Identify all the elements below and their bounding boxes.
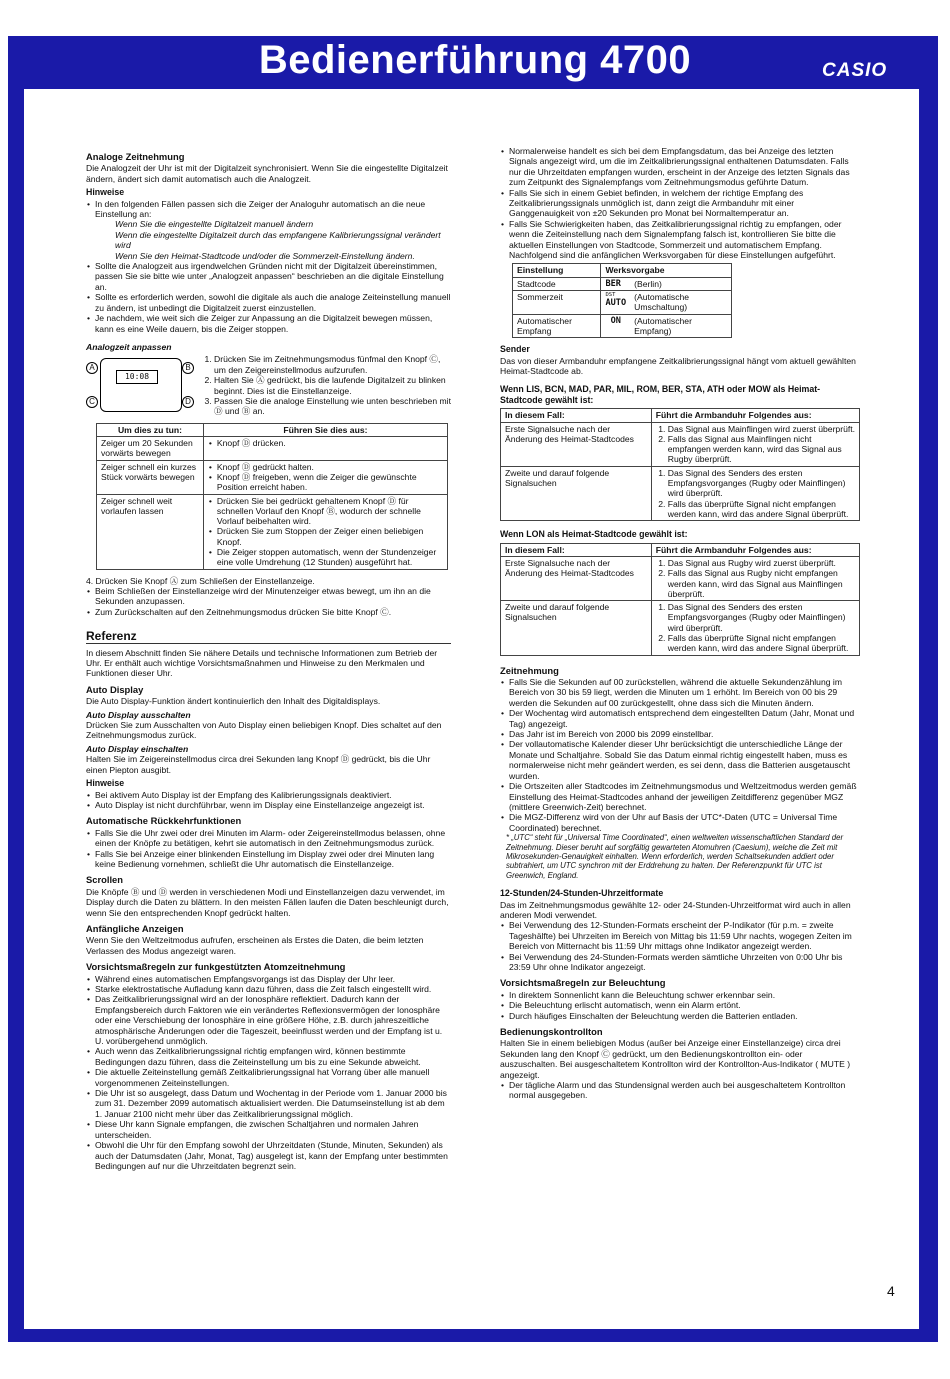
paragraph: Das im Zeitnehmungsmodus gewählte 12- oder 24-Stunden-Uhrzeitformat wird auch in allen anderen Modi verwendet. (500, 899, 851, 920)
list-item: • In direktem Sonnenlicht kann die Beleuchtung schwer erkennbar sein. (509, 990, 860, 1000)
section-heading: Auto Display (86, 683, 144, 695)
list-item: • Beim Schließen der Einstellanzeige wird der Minutenzeiger etwas bewegt, um ihn an die Sekunden anzupassen. (95, 586, 451, 607)
table-row (513, 277, 732, 290)
numbered-steps (200, 354, 451, 416)
paragraph: Die Auto Display-Funktion ändert kontinuierlich den Inhalt des Digitaldisplays. (86, 696, 381, 707)
bullet-list (500, 1080, 860, 1101)
bullet-list (500, 146, 860, 260)
paragraph: Halten Sie im Zeigereinstellmodus circa drei Sekunden lang Knopf Ⓓ gedrückt, bis die Uhr einen Piepton ausgibt. (86, 754, 431, 775)
table-header: Führt die Armbanduhr Folgendes aus: (651, 543, 859, 556)
list-item: • Falls Sie die Uhr zwei oder drei Minuten im Alarm- oder Zeigereinstellmodus belassen, ohne einen der Knöpfe zu betätigen, kehrt sie automatisch in den Zeitnehmungsmodus zurück. (95, 828, 451, 849)
footnote: * „UTC“ steht für „Universal Time Coordinated“, einen weltweiten wissenschaftlichen Standard der Zeitnehmung. Dieser beruht auf sorgfältig gewarteten Atomuhren (Caesium), welche die Zeit mit Mikrosekunden-Genauigkeit einhalten. Wenn erforderlich, werden Schaltsekunden addiert oder subtrahiert, um UTC synchron mit der Erddrehung zu halten. Der Referenzpunkt für UTC ist Greenwich, England. (506, 833, 844, 880)
table-row (513, 314, 732, 338)
subheading: Analogzeit anpassen (86, 341, 172, 352)
list-item: • Je nachdem, wie weit sich die Zeiger zur Anpassung an die Digitalzeit bewegen müssen, kann es eine Weile dauern, bis die Zeiger stoppen. (95, 313, 451, 334)
table-row (501, 556, 860, 600)
indented-note: Wenn die eingestellte Digitalzeit durch das empfangene Kalibrierungssignal verändert wird (115, 229, 441, 251)
subheading: Auto Display ausschalten (86, 709, 191, 720)
table-row (501, 422, 860, 466)
lcd-text: AUTO (605, 298, 627, 309)
list-item: • In den folgenden Fällen passen sich die Zeiger der Analoguhr automatisch an die neue Einstellung an: Wenn Sie die eingestellte Digitalzeit manuell ändern Wenn die eingestellte Digitalzeit durch das empfangene Kalibrierungssignal verändert wird Wenn Sie den Heimat-Stadtcode und/oder die Sommerzeit-Einstellung ändern. (95, 199, 451, 261)
button-d-label: D (182, 396, 194, 408)
left-column (86, 146, 451, 1171)
page-title: Bedienerführung 4700 (258, 38, 692, 82)
step: 4. Drücken Sie Knopf Ⓐ zum Schließen der Einstellanzeige. (86, 575, 315, 586)
list-item: • Obwohl die Uhr für den Empfang sowohl der Uhrzeitdaten (Stunde, Minuten, Sekunden) als auch der Datumsdaten (Jahr, Monat, Tag) ausgelegt ist, kann der Empfang unter bestimmten Bedingungen auf nur die Uhrzeitdaten begrenzt sein. (95, 1140, 451, 1171)
table-row (513, 291, 732, 315)
section-heading: Bedienungskontrollton (500, 1026, 603, 1038)
table-cell: 1. Das Signal aus Rugby wird zuerst überprüft. 2. Falls das Signal aus Rugby nicht empfangen werden kann, wird das Signal aus Mainflingen überprüft. (651, 556, 859, 600)
table-cell: Zeiger schnell weit vorlaufen lassen (97, 494, 204, 569)
paragraph: Halten Sie in einem beliebigen Modus (außer bei Anzeige einer Einstellanzeige) circa drei Sekunden lang den Knopf Ⓒ gedrückt, um den Bedienungskontrollton ein- oder auszuschalten. Bei ausgeschaltetem Kontrollton wird der Kontrollton-Aus-Indikator ( MUTE ) angezeigt. (500, 1038, 851, 1080)
table-cell: (Automatische Umschaltung) (630, 291, 731, 315)
table-cell: Automatischer Empfang (513, 314, 601, 338)
button-a-label: A (86, 362, 98, 374)
factory-settings-table (512, 263, 732, 338)
watch-figure-row (86, 354, 451, 416)
list-item: • Die Uhr ist so ausgelegt, dass Datum und Wochentag in der Periode vom 1. Januar 2000 bis zum 31. Dezember 2099 automatisch aktualisiert werden. Die Datumseinstellung ist ab dem 1. Januar 2100 nicht mehr über das Zeitkalibrierungssignal möglich. (95, 1088, 451, 1119)
page-number: 4 (887, 1283, 895, 1299)
table-row (501, 601, 860, 655)
section-heading: Vorsichtsmaßregeln zur Beleuchtung (500, 977, 666, 989)
table-row (97, 494, 448, 569)
list-item: • Durch häufiges Einschalten der Beleuchtung werden die Batterien entladen. (509, 1011, 860, 1021)
table-row (97, 460, 448, 494)
section-heading: Anfängliche Anzeigen (86, 922, 184, 934)
bullet-list (86, 586, 451, 617)
table-cell: Erste Signalsuche nach der Änderung des Heimat-Stadtcodes (501, 422, 652, 466)
bullet-list (500, 920, 860, 972)
list-item: • Sollte es erforderlich werden, sowohl die digitale als auch die analoge Zeiteinstellung manuell zu ändern, ist unbedingt die Digitalzeit zuerst einzustellen. (95, 292, 451, 313)
casio-logo: CASIO (822, 60, 888, 81)
watch-lcd: 10:08 (116, 370, 158, 384)
table-cell: Sommerzeit (513, 291, 601, 315)
table-header: Einstellung (513, 264, 601, 277)
subheading: Hinweise (86, 187, 125, 198)
list-item: • Die aktuelle Zeiteinstellung gemäß Zeitkalibrierungssignal hat Vorrang über alle manuell vorgenommenen Zeiteinstellungen. (95, 1067, 451, 1088)
step: 3. Passen Sie die analoge Einstellung wie unten beschrieben mit Ⓓ und Ⓑ an. (214, 396, 451, 417)
list-item: • Der tägliche Alarm und das Stundensignal werden auch bei ausgeschaltetem Kontrollton normal ausgegeben. (509, 1080, 860, 1101)
section-heading: Scrollen (86, 874, 123, 886)
paragraph: In diesem Abschnitt finden Sie nähere Details und technische Informationen zum Betrieb der Uhr. Er enthält auch wichtige Vorsichtsmaßnahmen und Hinweise zu den Merkmalen und Funktionen dieser Uhr. (86, 647, 438, 679)
table-cell: Erste Signalsuche nach der Änderung des Heimat-Stadtcodes (501, 556, 652, 600)
list-item: • Falls Sie bei Anzeige einer blinkenden Einstellung im Display zwei oder drei Minuten lang keine Bedienung vornehmen, schließt die Uhr automatisch die Einstellanzeige. (95, 849, 451, 870)
list-item: • Diese Uhr kann Signale empfangen, die zwischen Schaltjahren und normalen Jahren unterscheiden. (95, 1119, 451, 1140)
list-item: • Auch wenn das Zeitkalibrierungssignal richtig empfangen wird, können bestimmte Bedingungen dazu führen, dass die Zeiteinstellung um bis zu eine Sekunde abweicht. (95, 1046, 451, 1067)
list-item: • Zum Zurückschalten auf den Zeitnehmungsmodus drücken Sie bitte Knopf Ⓒ. (95, 607, 451, 617)
section-heading-referenz: Referenz (86, 631, 451, 643)
list-item: • Bei aktivem Auto Display ist der Empfang des Kalibrierungssignals deaktiviert. (95, 790, 451, 800)
bullet-list (500, 990, 860, 1021)
subheading: Auto Display einschalten (86, 743, 189, 754)
list-item: • Sollte die Analogzeit aus irgendwelchen Gründen nicht mit der Digitalzeit übereinstimmen, passen Sie sie bitte wie unter „Analogzeit anpassen“ beschrieben an die digitale Einstellung an. (95, 261, 451, 292)
table-header: In diesem Fall: (501, 409, 652, 422)
list-item: • Falls Sie die Sekunden auf 00 zurückstellen, während die aktuelle Sekundenzählung im Bereich von 30 bis 59 liegt, werden die Minuten um 1 erhöht. Im Bereich von 00 bis 29 werden die Sekunden auf 00 zurückgestellt, ohne dass sich die Minuten ändern. (509, 677, 860, 708)
table-cell: • Knopf Ⓓ drücken. (203, 437, 447, 461)
list-item: • Das Zeitkalibrierungssignal wird an der Ionosphäre reflektiert. Dadurch kann der Empfangsbereich durch Faktoren wie ein verändertes Reflexionsvermögen der Ionosphäre oder eine Verschiebung der Ionosphäre in eine größere Höhe, z.B. durch jahreszeitliche atmosphärische Änderungen oder die Tageszeit, beeinflusst werden und der Empfang ist u. U. vorübergehend unmöglich. (95, 994, 451, 1046)
list-item: • Bei Verwendung des 24-Stunden-Formats werden sämtliche Uhrzeiten von 0:00 Uhr bis 23:59 Uhr ohne Indikator angezeigt. (509, 952, 860, 973)
subheading: Sender (500, 344, 530, 355)
table-cell: (Berlin) (630, 277, 731, 290)
list-item: • Die Beleuchtung erlischt automatisch, wenn ein Alarm ertönt. (509, 1000, 860, 1010)
bullet-list (86, 199, 451, 334)
table-cell: Zweite und darauf folgende Signalsuchen (501, 466, 652, 520)
table-cell: • Knopf Ⓓ gedrückt halten. • Knopf Ⓓ freigeben, wenn die Zeiger die gewünschte Position erreicht haben. (203, 460, 447, 494)
section-heading: Zeitnehmung (500, 664, 559, 676)
dst-indicator: DST (605, 292, 616, 299)
table-cell: Stadtcode (513, 277, 601, 290)
list-item: • Bei Verwendung des 12-Stunden-Formats erscheint der P-Indikator (für p.m. = zweite Tageshälfte) bei Uhrzeiten im Bereich von Mittag bis 11:59 Uhr nachts, wogegen Zeiten im Bereich von Mitternacht bis 11:59 Uhr mittags ohne Indikator angezeigt werden. (509, 920, 860, 951)
table-cell: Zeiger schnell ein kurzes Stück vorwärts bewegen (97, 460, 204, 494)
table-cell: 1. Das Signal aus Mainflingen wird zuerst überprüft. 2. Falls das Signal aus Mainflingen nicht empfangen werden kann, wird das Signal aus Rugby überprüft. (651, 422, 859, 466)
step: 2. Halten Sie Ⓐ gedrückt, bis die laufende Digitalzeit zu blinken beginnt. Dies ist die Einstellanzeige. (214, 375, 451, 396)
subheading: Wenn LIS, BCN, MAD, PAR, MIL, ROM, BER, STA, ATH oder MOW als Heimat-Stadtcode gewählt ist: (500, 384, 821, 405)
list-item: • Das Jahr ist im Bereich von 2000 bis 2099 einstellbar. (509, 729, 860, 739)
list-item: • Während eines automatischen Empfangsvorgangs ist das Display der Uhr leer. (95, 974, 451, 984)
list-item: • Die MGZ-Differenz wird von der Uhr auf Basis der UTC*-Daten (UTC = Universal Time Coordinated) berechnet. (509, 812, 860, 833)
subheading: Hinweise (86, 778, 125, 789)
bullet-list (500, 677, 860, 833)
button-b-label: B (182, 362, 194, 374)
list-item: • Falls Sie sich in einem Gebiet befinden, in welchem der richtige Empfang des Zeitkalibrierungssignals unmöglich ist, dann zeigt die Armbanduhr mit einer Ganggenauigkeit von ±20 Sekunden pro Monat bei Normaltemperatur an. (509, 188, 860, 219)
table-cell: Zweite und darauf folgende Signalsuchen (501, 601, 652, 655)
step: 1. Drücken Sie im Zeitnehmungsmodus fünfmal den Knopf Ⓒ, um den Zeigereinstellmodus aufzurufen. (214, 354, 451, 375)
list-item: • Normalerweise handelt es sich bei dem Empfangsdatum, das bei Anzeige des letzten Signals angezeigt wird, um die im Zeitkalibrierungssignal enthaltenen Datumsdaten. Falls nur die Uhrzeitdaten empfangen wurden, erscheint in der Anzeige des letzten Signals das zum Zeitpunkt des Signalempfangs vom Zeitnehmungsmodus geführte Datum. (509, 146, 860, 188)
table-row (97, 437, 448, 461)
adjust-table (96, 423, 448, 570)
lcd-value: ON (601, 314, 630, 338)
subheading: Wenn LON als Heimat-Stadtcode gewählt ist: (500, 529, 688, 540)
table-cell: 1. Das Signal des Senders des ersten Empfangsvorganges (Rugby oder Mainflingen) wird überprüft. 2. Falls das überprüfte Signal nicht empfangen werden kann, wird das andere Signal überprüft. (651, 601, 859, 655)
lis-table (500, 408, 860, 521)
lcd-value (601, 291, 630, 315)
bullet-list (86, 828, 451, 870)
table-row (501, 466, 860, 520)
lcd-value: BER (601, 277, 630, 290)
table-header: Werksvorgabe (601, 264, 732, 277)
list-item: • Die Ortszeiten aller Stadtcodes im Zeitnehmungsmodus und Weltzeitmodus werden gemäß Einstellung des Heimat-Stadtcodes anhand der jeweiligen Zeitdifferenz gegenüber MGZ (mittlere Greenwich-Zeit) berechnet. (509, 781, 860, 812)
list-item: • Falls Sie Schwierigkeiten haben, das Zeitkalibrierungssignal richtig zu empfangen, oder wenn die Zeiteinstellung nach dem Signalempfang falsch ist, kontrollieren Sie bitte die aktuellen Einstellungen von Stadtcode, Sommerzeit und automatischem Empfang. Nachfolgend sind die anfänglichen Werksvorgaben für diese Einstellungen aufgeführt. (509, 219, 860, 261)
list-item: • Der Wochentag wird automatisch entsprechend dem eingestellten Datum (Jahr, Monat und Tag) angezeigt. (509, 708, 860, 729)
table-header: Führt die Armbanduhr Folgendes aus: (651, 409, 859, 422)
paragraph: Drücken Sie zum Ausschalten von Auto Display einen beliebigen Knopf. Dies schaltet auf den Zeitnehmungsmodus zurück. (86, 720, 442, 741)
table-cell: (Automatischer Empfang) (630, 314, 731, 338)
section-heading: Automatische Rückkehrfunktionen (86, 815, 242, 827)
table-cell: • Drücken Sie bei gedrückt gehaltenem Knopf Ⓓ für schnellen Vorlauf den Knopf Ⓑ, wodurch der schnelle Vorlauf beibehalten wird. • Drücken Sie zum Stoppen der Zeiger einen beliebigen Knopf. • Die Zeiger stoppen automatisch, wenn der Stundenzeiger eine volle Umdrehung (12 Stunden) ausgeführt hat. (203, 494, 447, 569)
paragraph: Die Knöpfe Ⓑ und Ⓓ werden in verschiedenen Modi und Einstellanzeigen dazu verwendet, im Display durch die Daten zu blättern. In den meisten Fällen laufen die Daten beschleunigt durch, wenn Sie den entsprechenden Knopf gedrückt halten. (86, 886, 449, 918)
list-item: • Der vollautomatische Kalender dieser Uhr berücksichtigt die unterschiedliche Länge der Monate und Schaltjahre. Sobald Sie das Datum einmal richtig eingestellt haben, muss es normalerweise nicht mehr geändert werden, es sei denn, dass die Batterien ausgetauscht wurden. (509, 739, 860, 781)
bullet-list (86, 790, 451, 811)
watch-face (100, 358, 182, 412)
paragraph: Das von dieser Armbanduhr empfangene Zeitkalibrierungssignal hängt vom aktuell gewählten Heimat-Stadtcode ab. (500, 355, 856, 377)
indented-note: Wenn Sie den Heimat-Stadtcode und/oder die Sommerzeit-Einstellung ändern. (115, 250, 415, 261)
table-cell: Zeiger um 20 Sekunden vorwärts bewegen (97, 437, 204, 461)
indented-note: Wenn Sie die eingestellte Digitalzeit manuell ändern (115, 219, 314, 230)
table-header: Führen Sie dies aus: (203, 423, 447, 436)
right-column (500, 146, 860, 1101)
paragraph: Die Analogzeit der Uhr ist mit der Digitalzeit synchronisiert. Wenn Sie die eingestellte Digitalzeit ändern, ändert sich damit automatisch auch die Analogzeit. (86, 163, 448, 184)
lon-table (500, 543, 860, 656)
table-header: Um dies zu tun: (97, 423, 204, 436)
section-heading: Analoge Zeitnehmung (86, 151, 185, 162)
watch-illustration (86, 354, 194, 414)
paragraph: Wenn Sie den Weltzeitmodus aufrufen, erscheinen als Erstes die Daten, die beim letzten Verlassen des Modus angezeigt waren. (86, 935, 424, 956)
bullet-list (86, 974, 451, 1172)
section-heading: Vorsichtsmaßregeln zur funkgestützten Atomzeitnehmung (86, 961, 346, 973)
button-c-label: C (86, 396, 98, 408)
subheading: 12-Stunden/24-Stunden-Uhrzeitformate (500, 888, 664, 899)
table-header: In diesem Fall: (501, 543, 652, 556)
list-item: • Starke elektrostatische Aufladung kann dazu führen, dass die Zeit falsch eingestellt wird. (95, 984, 451, 994)
list-item: • Auto Display ist nicht durchführbar, wenn im Display eine Einstellanzeige angezeigt ist. (95, 800, 451, 810)
table-cell: 1. Das Signal des Senders des ersten Empfangsvorganges (Rugby oder Mainflingen) wird überprüft. 2. Falls das überprüfte Signal nicht empfangen werden kann, wird das andere Signal überprüft. (651, 466, 859, 520)
